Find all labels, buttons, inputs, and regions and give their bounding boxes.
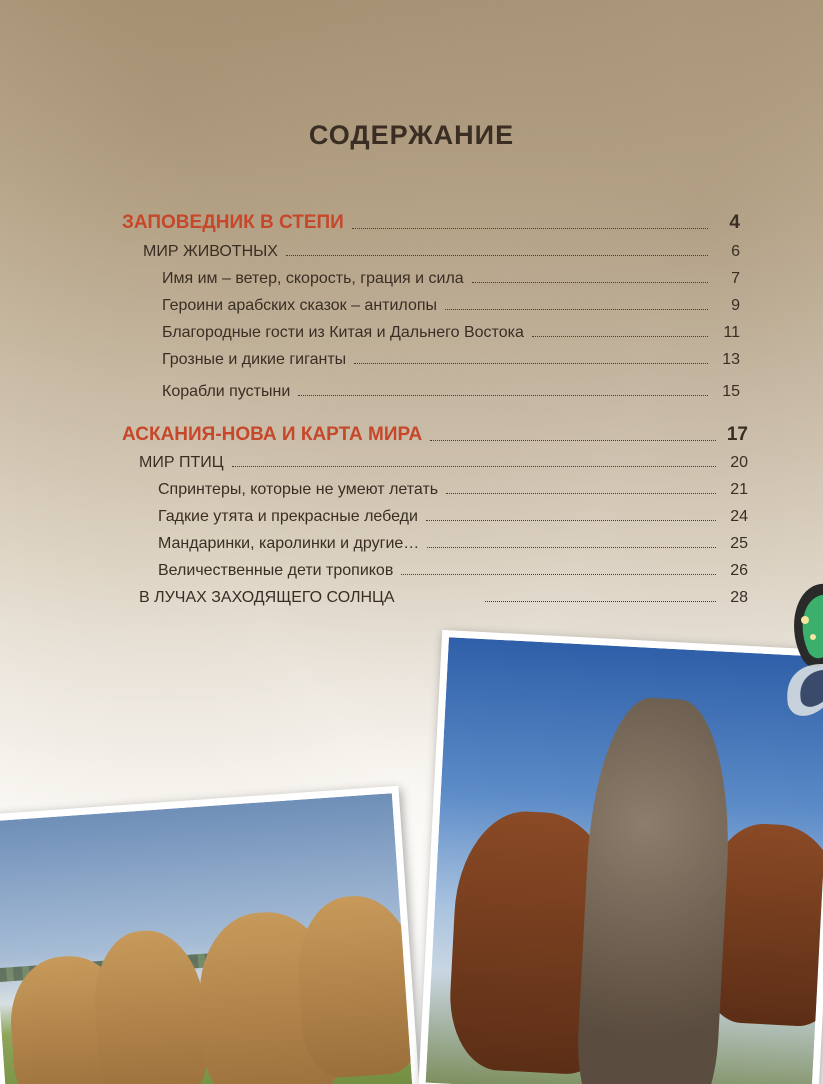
toc-entry-label: Корабли пустыни <box>162 383 291 400</box>
page-title: СОДЕРЖАНИЕ <box>308 120 515 150</box>
toc-entry-page: 21 <box>730 481 748 498</box>
toc-entry-page: 24 <box>730 508 748 525</box>
toc-entry[interactable] <box>162 351 740 369</box>
toc-entry-label: Благородные гости из Китая и Дальнего Востока <box>162 324 524 341</box>
toc-entry-label: Имя им – ветер, скорость, грация и сила <box>162 270 464 287</box>
toc-entry-page: 17 <box>726 424 748 445</box>
toc-entry[interactable] <box>158 535 748 553</box>
toc-entry-label: МИР ЖИВОТНЫХ <box>143 243 278 260</box>
toc-entry-page: 28 <box>730 589 748 606</box>
toc-entry-label: Гадкие утята и прекрасные лебеди <box>158 508 418 525</box>
toc-entry-page: 11 <box>723 324 740 341</box>
toc-entry[interactable] <box>162 297 740 315</box>
toc-entry-label: В ЛУЧАХ ЗАХОДЯЩЕГО СОЛНЦА <box>139 589 395 606</box>
toc-entry-label: Величественные дети тропиков <box>158 562 394 579</box>
toc-entry-page: 7 <box>731 270 740 287</box>
toc-entry-page: 4 <box>729 212 740 233</box>
toc-entry[interactable] <box>122 424 748 446</box>
butterfly-icon <box>743 565 823 745</box>
toc-entry[interactable] <box>122 212 740 234</box>
toc-entry-page: 26 <box>730 562 748 579</box>
toc-entry-page: 20 <box>730 454 748 471</box>
toc-entry[interactable] <box>143 243 740 261</box>
toc-entry[interactable] <box>158 562 748 580</box>
toc-entry[interactable] <box>139 454 748 472</box>
toc-entry[interactable] <box>139 589 748 607</box>
steppe-horses-photo <box>0 786 421 1084</box>
toc-entry-page: 9 <box>731 297 740 314</box>
toc-entry-label: Героини арабских сказок – антилопы <box>162 297 437 314</box>
toc-entry[interactable] <box>158 508 748 526</box>
toc-entry[interactable] <box>162 324 740 342</box>
toc-entry-label: МИР ПТИЦ <box>139 454 224 471</box>
toc-entry-page: 6 <box>731 243 740 260</box>
toc-entry-page: 25 <box>730 535 748 552</box>
toc-entry[interactable] <box>162 270 740 288</box>
toc-entry-page: 13 <box>722 351 740 368</box>
toc-entry-label: АСКАНИЯ-НОВА И КАРТА МИРА <box>122 424 423 445</box>
toc-entry-label: Грозные и дикие гиганты <box>162 351 347 368</box>
horse-figure <box>293 892 413 1080</box>
toc-entry-page: 15 <box>722 383 740 400</box>
toc-entry[interactable] <box>162 383 740 401</box>
toc-entry[interactable] <box>158 481 748 499</box>
toc-entry-label: Спринтеры, которые не умеют летать <box>158 481 439 498</box>
toc-entry-label: Мандаринки, каролинки и другие… <box>158 535 420 552</box>
toc-entry-label: ЗАПОВЕДНИК В СТЕПИ <box>122 212 344 233</box>
